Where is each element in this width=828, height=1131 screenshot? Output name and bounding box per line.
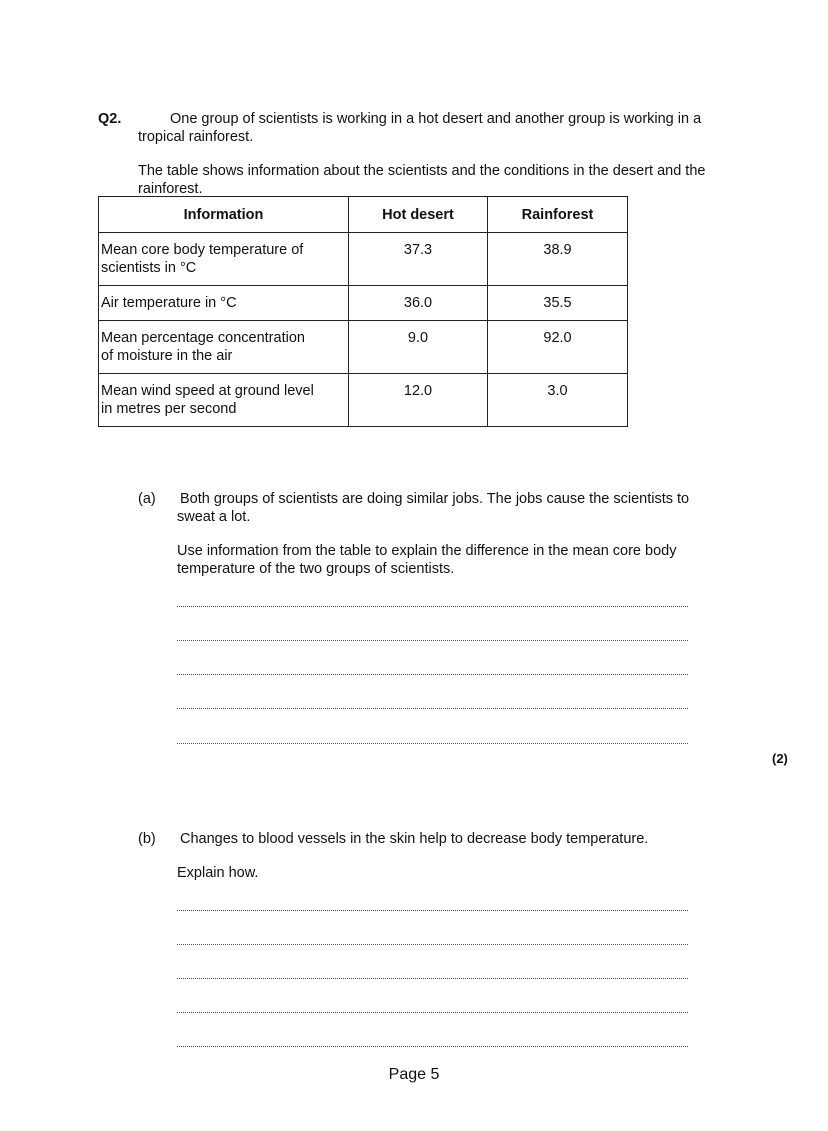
part-b-answer-line-4[interactable] bbox=[177, 1012, 688, 1013]
row-label-line-1: Mean wind speed at ground level bbox=[101, 383, 314, 399]
table-intro-line-2: rainforest. bbox=[138, 181, 203, 197]
cell-desert: 37.3 bbox=[349, 233, 488, 286]
part-a-answer-line-3[interactable] bbox=[177, 674, 688, 675]
part-a-label: (a) bbox=[138, 491, 156, 507]
part-b-label: (b) bbox=[138, 831, 156, 847]
row-label-line-1: Air temperature in °C bbox=[101, 295, 237, 311]
row-label bbox=[99, 374, 349, 427]
table-row bbox=[99, 233, 628, 286]
part-a-answer-line-2[interactable] bbox=[177, 640, 688, 641]
cell-rainforest: 35.5 bbox=[488, 286, 628, 321]
part-b-answer-line-2[interactable] bbox=[177, 944, 688, 945]
part-b-answer-line-5[interactable] bbox=[177, 1046, 688, 1047]
cell-desert: 36.0 bbox=[349, 286, 488, 321]
question-number: Q2. bbox=[98, 111, 122, 127]
table-intro-line-1: The table shows information about the scientists and the conditions in the desert and the bbox=[138, 163, 706, 179]
table-header-row bbox=[99, 197, 628, 233]
header-hot-desert: Hot desert bbox=[349, 197, 488, 233]
part-a-text-line-1: Both groups of scientists are doing similar jobs. The jobs cause the scientists to bbox=[180, 491, 690, 507]
row-label-line-2: in metres per second bbox=[101, 401, 237, 417]
part-a-text-line-2: sweat a lot. bbox=[177, 509, 251, 525]
part-b-answer-line-3[interactable] bbox=[177, 978, 688, 979]
table-row bbox=[99, 321, 628, 374]
part-a-text-line-3: Use information from the table to explain the difference in the mean core body bbox=[177, 543, 677, 559]
part-b-answer-line-1[interactable] bbox=[177, 910, 688, 911]
row-label-line-1: Mean percentage concentration bbox=[101, 330, 305, 346]
part-a-answer-line-5[interactable] bbox=[177, 743, 688, 744]
row-label bbox=[99, 286, 349, 321]
conditions-table bbox=[98, 196, 628, 427]
row-label bbox=[99, 233, 349, 286]
row-label-line-2: scientists in °C bbox=[101, 260, 197, 276]
header-rainforest: Rainforest bbox=[488, 197, 628, 233]
question-text-line-2: tropical rainforest. bbox=[138, 129, 254, 145]
part-a-text-line-4: temperature of the two groups of scientists. bbox=[177, 561, 455, 577]
row-label-line-2: of moisture in the air bbox=[101, 348, 233, 364]
row-label-line-1: Mean core body temperature of bbox=[101, 242, 304, 258]
cell-desert: 9.0 bbox=[349, 321, 488, 374]
part-b-text-line-2: Explain how. bbox=[177, 865, 259, 881]
cell-rainforest: 92.0 bbox=[488, 321, 628, 374]
cell-rainforest: 38.9 bbox=[488, 233, 628, 286]
part-a-answer-line-4[interactable] bbox=[177, 708, 688, 709]
page-number: Page 5 bbox=[388, 1066, 440, 1083]
table-row bbox=[99, 286, 628, 321]
part-a-answer-line-1[interactable] bbox=[177, 606, 688, 607]
cell-desert: 12.0 bbox=[349, 374, 488, 427]
header-information: Information bbox=[99, 197, 349, 233]
part-a-marks: (2) bbox=[772, 751, 788, 766]
row-label bbox=[99, 321, 349, 374]
question-text-line-1: One group of scientists is working in a hot desert and another group is working in a bbox=[170, 111, 702, 127]
part-b-text-line-1: Changes to blood vessels in the skin help to decrease body temperature. bbox=[180, 831, 649, 847]
table-row bbox=[99, 374, 628, 427]
cell-rainforest: 3.0 bbox=[488, 374, 628, 427]
